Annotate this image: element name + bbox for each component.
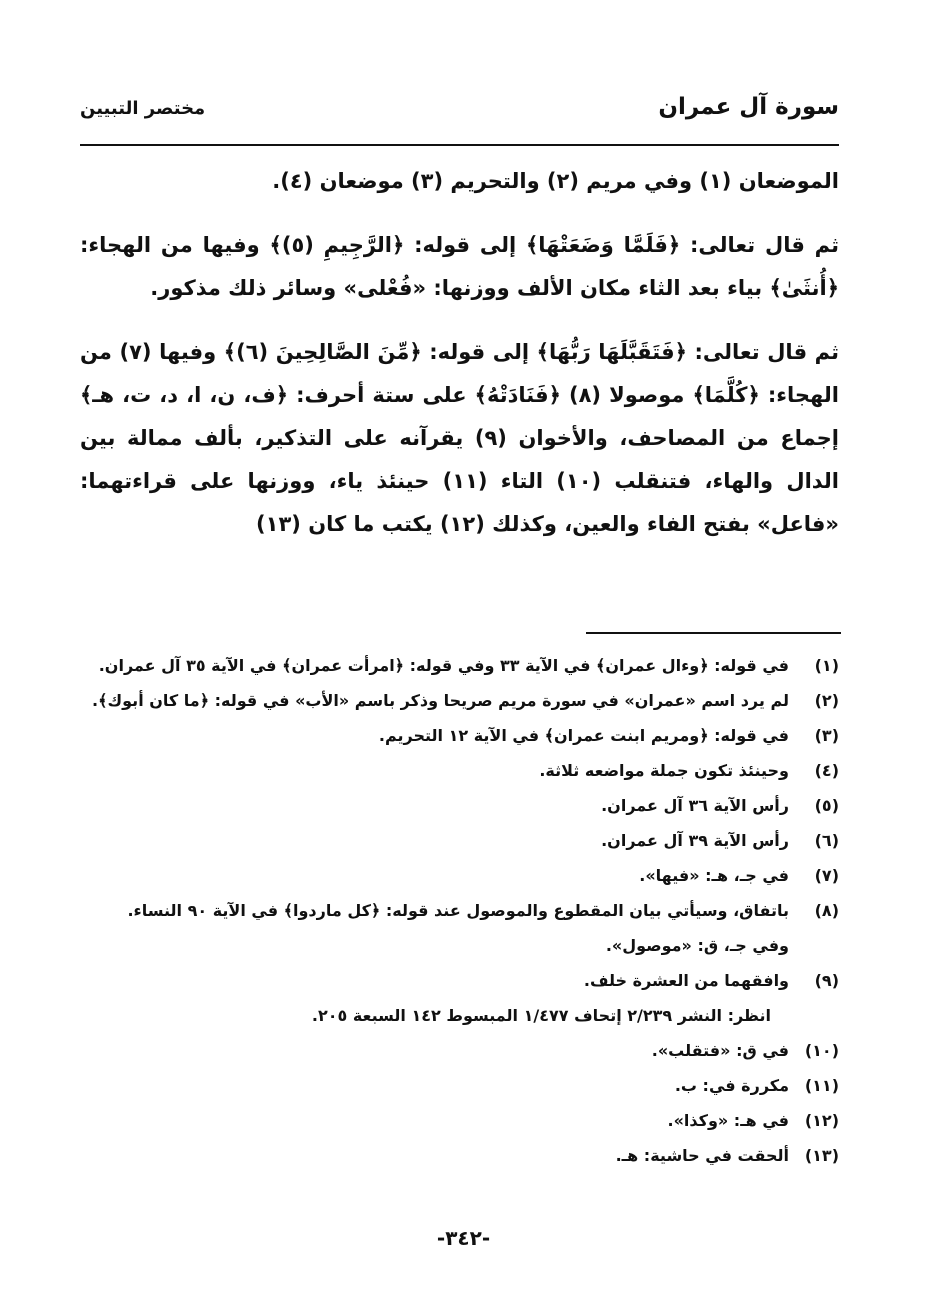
footnote-item: [80, 1033, 839, 1068]
footnote-text: في قوله: ﴿وءال عمران﴾ في الآية ٣٣ وفي قوله: ﴿امرأت عمران﴾ في الآية ٣٥ آل عمران.: [98, 656, 789, 675]
footnote-reference: انظر: النشر ٢/٢٣٩ إتحاف ١/٤٧٧ المبسوط ١٤٢ السبعة ٢٠٥.: [311, 1006, 771, 1025]
paragraph-3: ثم قال تعالى: ﴿فَتَقَبَّلَهَا رَبُّهَا﴾ إلى قوله: ﴿مِّنَ الصَّالِحِينَ (٦)﴾ وفيها (٧) من الهجاء: ﴿كُلَّمَا﴾ موصولا (٨) ﴿فَنَادَتْهُ﴾ على ستة أحرف: ﴿ف، ن، ا، د، ت، هـ﴾ إجماع من المصاحف، والأخوان (٩) يقرآنه على التذكير، بألف ممالة بين الدال والهاء، فتنقلب (١٠) التاء (١١) حينئذ ياء، ووزنها على قراءتهما: «فاعل» بفتح الفاء والعين، وكذلك (١٢) يكتب ما كان (١٣): [80, 340, 840, 536]
footnote-continuation: وفي جـ، ق: «موصول».: [605, 936, 789, 955]
footnote-number: (٦): [814, 831, 839, 850]
footnote-number: (١٣): [804, 1146, 839, 1165]
paragraph-2: ثم قال تعالى: ﴿فَلَمَّا وَضَعَتْهَا﴾ إلى قوله: ﴿الرَّجِيمِ (٥)﴾ وفيها من الهجاء: ﴿أُنثَىٰ﴾ بياء بعد الثاء مكان الألف ووزنها: «فُعْلى» وسائر ذلك مذكور.: [80, 233, 839, 300]
footnote-item: [80, 858, 839, 893]
footnote-text: في ق: «فتقلب».: [651, 1041, 789, 1060]
footnote-item: [80, 753, 839, 788]
footnote-divider: [586, 632, 841, 634]
footnote-text: رأس الآية ٣٦ آل عمران.: [601, 796, 789, 815]
footnote-number: (٢): [814, 691, 839, 710]
footnote-item: [80, 1103, 839, 1138]
footnote-item: [80, 718, 839, 753]
footnote-text: باتفاق، وسيأتي بيان المقطوع والموصول عند قوله: ﴿كل ماردوا﴾ في الآية ٩٠ النساء.: [127, 901, 789, 920]
header-divider: [80, 144, 839, 146]
footnote-number: (٧): [814, 866, 839, 885]
footnote-text: في جـ، هـ: «فيها».: [639, 866, 789, 885]
footnote-text: رأس الآية ٣٩ آل عمران.: [601, 831, 789, 850]
footnote-number: (١٠): [804, 1041, 839, 1060]
footnote-text: في قوله: ﴿ومريم ابنت عمران﴾ في الآية ١٢ التحريم.: [378, 726, 789, 745]
page-number: -٣٤٢-: [436, 1226, 491, 1250]
footnote-item: [80, 683, 839, 718]
main-text: [80, 160, 839, 546]
footnote-item: [80, 963, 839, 998]
footnote-text: ألحقت في حاشية: هـ.: [615, 1146, 789, 1165]
paragraph-1: الموضعان (١) وفي مريم (٢) والتحريم (٣) موضعان (٤).: [272, 169, 839, 193]
footnote-item: [80, 893, 839, 928]
footnote-text: لم يرد اسم «عمران» في سورة مريم صريحا وذكر باسم «الأب» في قوله: ﴿ما كان أبوك﴾.: [92, 691, 789, 710]
footnotes: [80, 648, 839, 1173]
footnote-text: مكررة في: ب.: [674, 1076, 789, 1095]
footnote-number: (٥): [814, 796, 839, 815]
running-header: [80, 92, 839, 132]
footnote-number: (٣): [814, 726, 839, 745]
footnote-number: (٨): [814, 901, 839, 920]
footnote-number: (١١): [804, 1076, 839, 1095]
footnote-item: [80, 1068, 839, 1103]
footnote-item: [80, 788, 839, 823]
footnote-text: وحينئذ تكون جملة مواضعه ثلاثة.: [539, 761, 789, 780]
surah-title: سورة آل عمران: [658, 94, 839, 120]
footnote-item: [80, 1138, 839, 1173]
footnote-text: وافقهما من العشرة خلف.: [583, 971, 789, 990]
footnote-item: [80, 823, 839, 858]
footnote-number: (١٢): [804, 1111, 839, 1130]
footnote-number: (٩): [814, 971, 839, 990]
footnote-item: [80, 648, 839, 683]
footnote-number: (١): [814, 656, 839, 675]
book-title: مختصر التبيين: [80, 98, 206, 119]
footnote-number: (٤): [814, 761, 839, 780]
footnote-text: في هـ: «وكذا».: [667, 1111, 789, 1130]
